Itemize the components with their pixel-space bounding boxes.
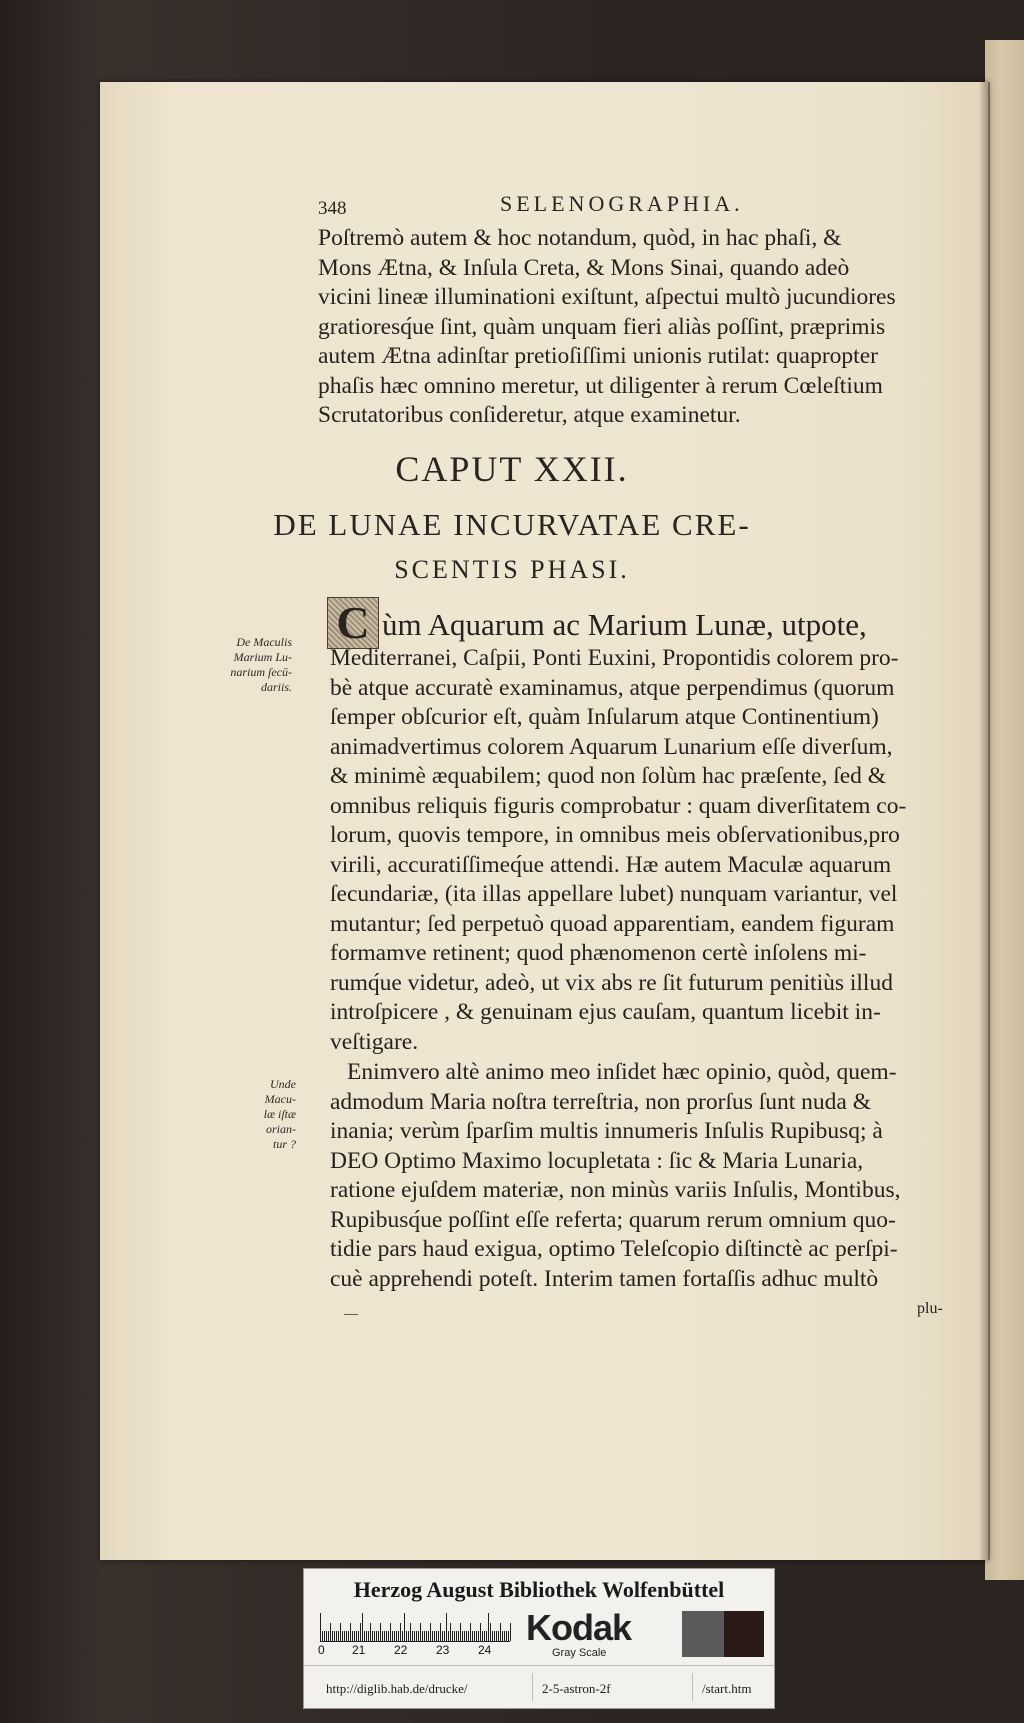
ruler-tick [390,1623,391,1641]
text-line: omnibus reliquis figuris comprobatur : quam diverſitatem co- [330,792,907,819]
ruler-label: 23 [436,1643,450,1657]
ruler-tick [344,1631,345,1641]
text-line: vicini lineæ illuminationi exiſtunt, aſpectui multò jucundiores [318,284,896,310]
printer-mark [344,1314,358,1315]
text-line: introſpicere , & genuinam ejus cauſam, quantum licebit in- [330,999,881,1025]
ruler-tick [410,1623,411,1641]
kodak-logo: Kodak [526,1607,632,1648]
text-line: virili, accuratiſſimeq́ue attendi. Hæ autem Maculæ aquarum [330,851,892,878]
text-line: formamve retinent; quod phænomenon certè inſolens mi- [330,940,867,966]
ruler-tick [436,1631,437,1641]
ruler-tick [442,1631,443,1641]
ruler-tick [348,1631,349,1641]
ruler-tick [480,1623,481,1641]
ruler-tick [496,1631,497,1641]
ruler-tick [324,1631,325,1641]
dark-swatch [724,1611,764,1657]
ruler-tick [456,1631,457,1641]
ruler-tick [412,1631,413,1641]
ruler-tick [416,1631,417,1641]
ruler-tick [358,1631,359,1641]
initial-letter: C [336,597,370,648]
ruler-tick [492,1631,493,1641]
ruler-tick [376,1631,377,1641]
catchword: plu- [917,1300,943,1317]
chapter-number: CAPUT XXII. [395,449,629,489]
ruler-tick [510,1623,511,1641]
margin-note-2 [236,1077,296,1152]
ruler-label: 0 [318,1643,325,1657]
url-base: http://diglib.hab.de/drucke/ [326,1681,468,1696]
margin-note-1 [230,635,292,695]
ruler-tick [398,1631,399,1641]
ruler-tick [384,1631,385,1641]
ruler-tick [434,1631,435,1641]
url-shelfmark: 2-5-astron-2f [542,1681,611,1696]
ruler-tick [502,1631,503,1641]
margin-note-line: De Maculis [236,635,292,649]
text-line: mutantur; ſed perpetuò quoad apparentiam, eandem figuram [330,910,895,937]
text-line: rumq́ue videtur, adeò, ut vix abs re ſit futurum penitiùs illud [330,969,893,996]
ruler-tick [476,1631,477,1641]
ruler-tick [340,1623,341,1641]
ruler-tick [406,1631,407,1641]
ruler-tick [350,1623,351,1641]
ruler-tick [402,1631,403,1641]
ruler-tick [438,1631,439,1641]
ruler-tick [396,1631,397,1641]
ruler-tick [464,1631,465,1641]
ruler-tick [450,1623,451,1641]
ruler-tick [372,1631,373,1641]
text-line: Rupibusq́ue poſſint eſſe referta; quarum rerum omnium quo- [330,1206,896,1233]
paragraph-3 [330,1058,950,1294]
ruler-tick [354,1631,355,1641]
ruler-tick [322,1631,323,1641]
ruler-tick [400,1623,401,1641]
ruler-tick [364,1631,365,1641]
ruler-tick [366,1631,367,1641]
ruler-tick [328,1631,329,1641]
ruler-label: 22 [394,1643,408,1657]
text-line: ùm Aquarum ac Marium Lunæ, utpote, [382,607,867,642]
ruler-label: 24 [478,1643,492,1657]
ruler-tick [338,1631,339,1641]
ruler-tick [508,1631,509,1641]
facing-page-edge [985,40,1024,1580]
margin-note-line: Unde Macu- [264,1077,296,1106]
ruler-tick [394,1631,395,1641]
margin-note-line: tur ? [272,1137,296,1151]
text-line: ſecundariæ, (ita illas appellare lubet) nunquam variantur, vel [330,881,898,907]
ruler-tick [498,1631,499,1641]
text-line: inania; verùm ſparſim multis innumeris Inſulis Rupibusq; à [330,1118,883,1144]
margin-note-line: Marium Lu- [233,650,292,664]
margin-note-line: læ iſtæ orian- [263,1107,296,1136]
ruler-tick [444,1631,445,1641]
card-separator [532,1673,533,1701]
ruler-tick [470,1623,471,1641]
ruler-tick [432,1631,433,1641]
text-line: & minimè æquabilem; quod non ſolùm hac præſente, ſed & [330,763,887,789]
ruler-tick [374,1631,375,1641]
ruler-tick [488,1613,489,1641]
ruler-tick [332,1631,333,1641]
ruler-tick [448,1631,449,1641]
text-line: Poſtremò autem & hoc notandum, quòd, in hac phaſi, & [318,225,842,251]
ruler-tick [370,1623,371,1641]
ruler-tick [326,1631,327,1641]
ruler-tick [404,1613,405,1641]
ruler-tick [386,1631,387,1641]
text-line: autem Ætna adinſtar pretioſiſſimi unionis rutilat: quapropter [318,343,878,369]
ruler-tick [454,1631,455,1641]
ruler-tick [486,1631,487,1641]
ruler-tick [474,1631,475,1641]
ruler-tick [368,1631,369,1641]
ruler-tick [422,1631,423,1641]
text-line: cuè apprehendi poteſt. Interim tamen fortaſſis adhuc multò [330,1265,879,1292]
ruler-tick [462,1631,463,1641]
ruler-tick [466,1631,467,1641]
ruler-tick [472,1631,473,1641]
text-line: animadvertimus colorem Aquarum Lunarium eſſe diverſum, [330,733,893,760]
ruler-tick [500,1623,501,1641]
running-head: SELENOGRAPHIA. [500,191,744,216]
ruler-tick [484,1631,485,1641]
text-line: Scrutatoribus conſideretur, atque examinetur. [318,402,741,428]
ruler-tick [378,1631,379,1641]
ruler-tick [506,1631,507,1641]
text-line: phaſis hæc omnino meretur, ut diligenter à rerum Cœleſtium [318,372,883,399]
target-card [303,1568,775,1709]
text-line: admodum Maria noſtra terreſtria, non prorſus ſunt nuda & [330,1088,872,1115]
card-divider [304,1665,774,1666]
ruler-label: 21 [352,1643,366,1657]
ruler-tick [478,1631,479,1641]
ruler-tick [342,1631,343,1641]
text-line: Mediterranei, Caſpii, Ponti Euxini, Propontidis colorem pro- [330,645,899,671]
ruler-tick [452,1631,453,1641]
text-line: veſtigare. [330,1028,419,1055]
ruler-tick [334,1631,335,1641]
ruler-tick [446,1613,447,1641]
chapter-title-line-1: DE LUNAE INCURVATAE CRE- [273,507,751,542]
text-line: tidie pars haud exigua, optimo Teleſcopio diſtinctè ac perſpi- [330,1236,898,1262]
text-line: lorum, quovis tempore, in omnibus meis obſervationibus,pro [330,822,900,848]
ruler-tick [428,1631,429,1641]
card-separator [692,1673,693,1701]
ruler-tick [382,1631,383,1641]
ruler-tick [426,1631,427,1641]
ruler-tick [468,1631,469,1641]
library-name: Herzog August Bibliothek Wolfenbüttel [353,1577,725,1602]
ruler-tick [320,1613,321,1641]
ruler-tick [360,1623,361,1641]
page-gutter [980,82,990,1560]
scale-ruler [320,1611,510,1642]
text-line: ſemper obſcurior eſt, quàm Inſularum atque Continentium) [330,704,879,730]
ruler-tick [490,1623,491,1641]
paragraph-1 [318,224,940,431]
ruler-tick [414,1631,415,1641]
margin-note-line: dariis. [260,680,292,694]
ruler-tick [408,1631,409,1641]
margin-note-line: narium ſecū- [230,665,292,679]
ruler-tick [356,1631,357,1641]
ruler-tick [336,1631,337,1641]
url-suffix: /start.htm [702,1681,752,1696]
text-line: Mons Ætna, & Inſula Creta, & Mons Sinai, quando adeò [318,254,850,281]
ruler-tick [494,1631,495,1641]
ruler-tick [380,1623,381,1641]
ruler-tick [460,1623,461,1641]
ruler-tick [352,1631,353,1641]
ruler-tick [346,1631,347,1641]
gray-scale-label: Gray Scale [552,1647,607,1659]
gray-swatch [682,1611,724,1657]
ruler-tick [388,1631,389,1641]
text-line: gratioresq́ue ſint, quàm unquam fieri aliàs poſſint, præprimis [318,313,886,340]
ruler-tick [330,1623,331,1641]
ruler-tick [362,1613,363,1641]
text-line: DEO Optimo Maximo locupletata : ſic & Maria Lunaria, [330,1147,864,1174]
ruler-tick [504,1631,505,1641]
ruler-tick [440,1623,441,1641]
chapter-title-line-2: SCENTIS PHASI. [394,555,630,584]
paragraph-2 [330,606,950,1057]
ruler-tick [424,1631,425,1641]
text-line: bè atque accuratè examinamus, atque perpendimus (quorum [330,674,895,701]
ruler-tick [430,1623,431,1641]
text-line: Enimvero altè animo meo inſidet hæc opinio, quòd, quem- [347,1059,897,1085]
page-number: 348 [318,198,347,219]
ruler-tick [482,1631,483,1641]
text-line: ratione ejuſdem materiæ, non minùs variis Inſulis, Montibus, [330,1177,901,1203]
ruler-tick [420,1623,421,1641]
ruler-tick [458,1631,459,1641]
ruler-tick [392,1631,393,1641]
ruler-tick [418,1631,419,1641]
